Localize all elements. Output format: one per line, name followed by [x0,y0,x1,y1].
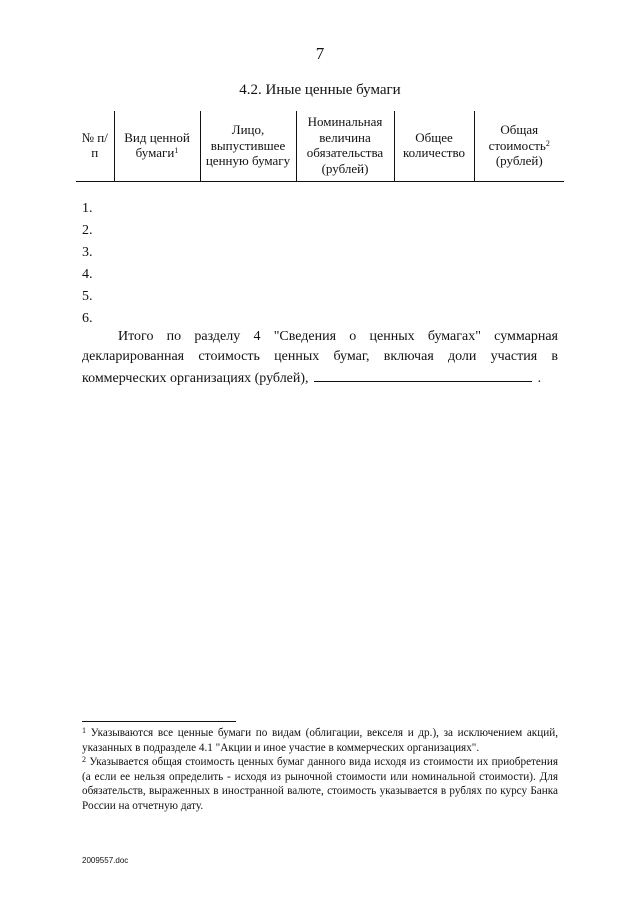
summary-text: Итого по разделу 4 "Сведения о ценных бумагах" суммарная декларированная стоимость ценных бумаг, включая доли участия в коммерческих организациях (рублей), [82,329,558,386]
document-filename: 2009557.doc [82,856,129,865]
list-item: 4. [82,267,93,282]
list-item: 5. [82,289,93,304]
list-item: 3. [82,245,93,260]
list-item: 6. [82,311,93,326]
securities-table [76,111,564,182]
section-title: 4.2. Иные ценные бумаги [239,82,401,98]
header-cell-quantity: Общее количество [394,111,474,181]
header-cell-nominal-value: Номинальная величина обязательства (рублей) [296,111,394,181]
footnote-1: $^1$ Указываются все ценные бумаги по видам (облигации, векселя и др.), за исключением акций, указанных в подразделе 4.1 "Акции и иное участие в коммерческих организациях". [82,726,558,754]
footnotes [82,726,558,814]
list-item: 1. [82,201,93,216]
page-number: 7 [315,44,325,63]
list-item: 2. [82,223,93,238]
footnote-marker: 1 [82,726,86,735]
row-number-list [82,198,93,330]
table-header-row [76,111,564,181]
footnote-divider [82,721,236,722]
summary-blank-line [314,367,532,382]
footnote-2: $^2$ Указывается общая стоимость ценных бумаг данного вида исходя из стоимости их приобретения (а если ее нельзя определить - исходя из рыночной стоимости или номинальной стоимости). Для обязательств, выраженных в иностранной валюте, стоимость указывается в рублях по курсу Банка России на отчетную дату. [82,755,559,812]
header-cell-number: № п/п [76,111,114,181]
section-summary [82,327,558,389]
header-cell-issuer: Лицо, выпустившее ценную бумагу [200,111,296,181]
summary-end: . [537,371,542,386]
header-cell-total-value: Общая стоимость$^2$ (рублей) [474,111,564,181]
footnote-marker: 2 [82,755,86,765]
header-cell-security-type: Вид ценной бумаги$^1$ [114,111,200,181]
